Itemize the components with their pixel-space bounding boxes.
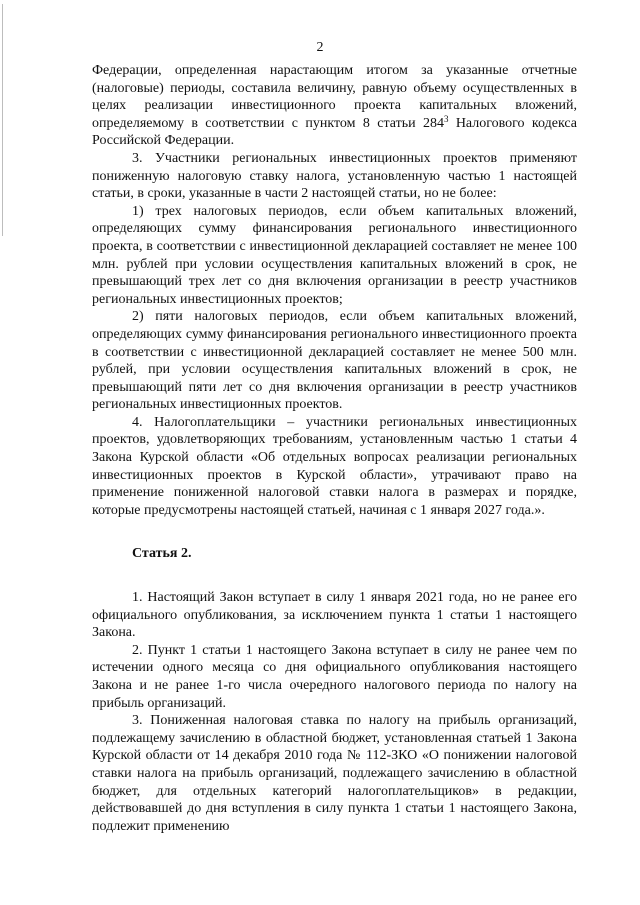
paragraph-continuation xyxy=(92,62,577,150)
paragraph-subitem-2: 2) пяти налоговых периодов, если объем капитальных вложений, определяющих сумму финансирования регионального инвестиционного проекта в соответствии с инвестиционной декларацией составляет не менее 500 млн. рублей, при условии осуществления капитальных вложений в срок, не превышающий пяти лет со дня включения организации в реестр участников региональных инвестиционных проектов. xyxy=(92,309,577,413)
paragraph-text-tail: Налогового кодекса Российской Федерации. xyxy=(92,115,578,149)
paragraph-text: Федерации, определенная нарастающим итогом за указанные отчетные (налоговые) периоды, составила величину, равную объему осуществленных в целях реализации инвестиционного проекта капитальных вложений, определяемому в соответствии с пунктом 8 статьи 284 xyxy=(92,63,577,131)
paragraph-article2-item-1: 1. Настоящий Закон вступает в силу 1 января 2021 года, но не ранее его официального опубликования, за исключением пункта 1 статьи 1 настоящего Закона. xyxy=(92,590,577,641)
paragraph-subitem-1: 1) трех налоговых периодов, если объем капитальных вложений, определяющих сумму финансирования регионального инвестиционного проекта, в соответствии с инвестиционной декларацией составляет не менее 100 млн. рублей при условии осуществления капитальных вложений в срок, не превышающий трех лет со дня включения организации в реестр участников региональных инвестиционных проектов; xyxy=(92,203,577,307)
paragraph-item-3: 3. Участники региональных инвестиционных проектов применяют пониженную налоговую ставку налога, установленную частью 1 настоящей статьи, в сроки, указанные в части 2 настоящей статьи, но не более: xyxy=(92,150,577,202)
scan-margin-line xyxy=(2,4,3,236)
page-number: 2 xyxy=(316,40,324,55)
paragraph-item-4: 4. Налогоплательщики – участники региональных инвестиционных проектов, удовлетворяющих требованиям, установленным частью 1 статьи 4 Закона Курской области «Об отдельных вопросах реализации региональных инвестиционных проектов в Курской области», утрачивают право на применение пониженной налоговой ставки налога в размерах и порядке, которые предусмотрены настоящей статьей, начиная с 1 января 2027 года.». xyxy=(92,414,577,518)
paragraph-article2-item-3: 3. Пониженная налоговая ставка по налогу на прибыль организаций, подлежащему зачислению в областной бюджет, установленная статьей 1 Закона Курской области от 14 декабря 2010 года № 112-ЗКО «О понижении налоговой ставки налога на прибыль организаций, подлежащего зачислению в областной бюджет, для отдельных категорий налогоплательщиков» в редакции, действовавшей до дня вступления в силу пункта 1 статьи 1 настоящего Закона, подлежит применению xyxy=(92,713,577,834)
document-body xyxy=(92,62,577,835)
article-heading: Статья 2. xyxy=(132,546,192,562)
paragraph-article2-item-2: 2. Пункт 1 статьи 1 настоящего Закона вступает в силу не ранее чем по истечении одного месяца со дня официального опубликования настоящего Закона и не ранее 1-го числа очередного налогового периода по налогу на прибыль организаций. xyxy=(92,642,577,711)
superscript: 3 xyxy=(443,113,449,124)
